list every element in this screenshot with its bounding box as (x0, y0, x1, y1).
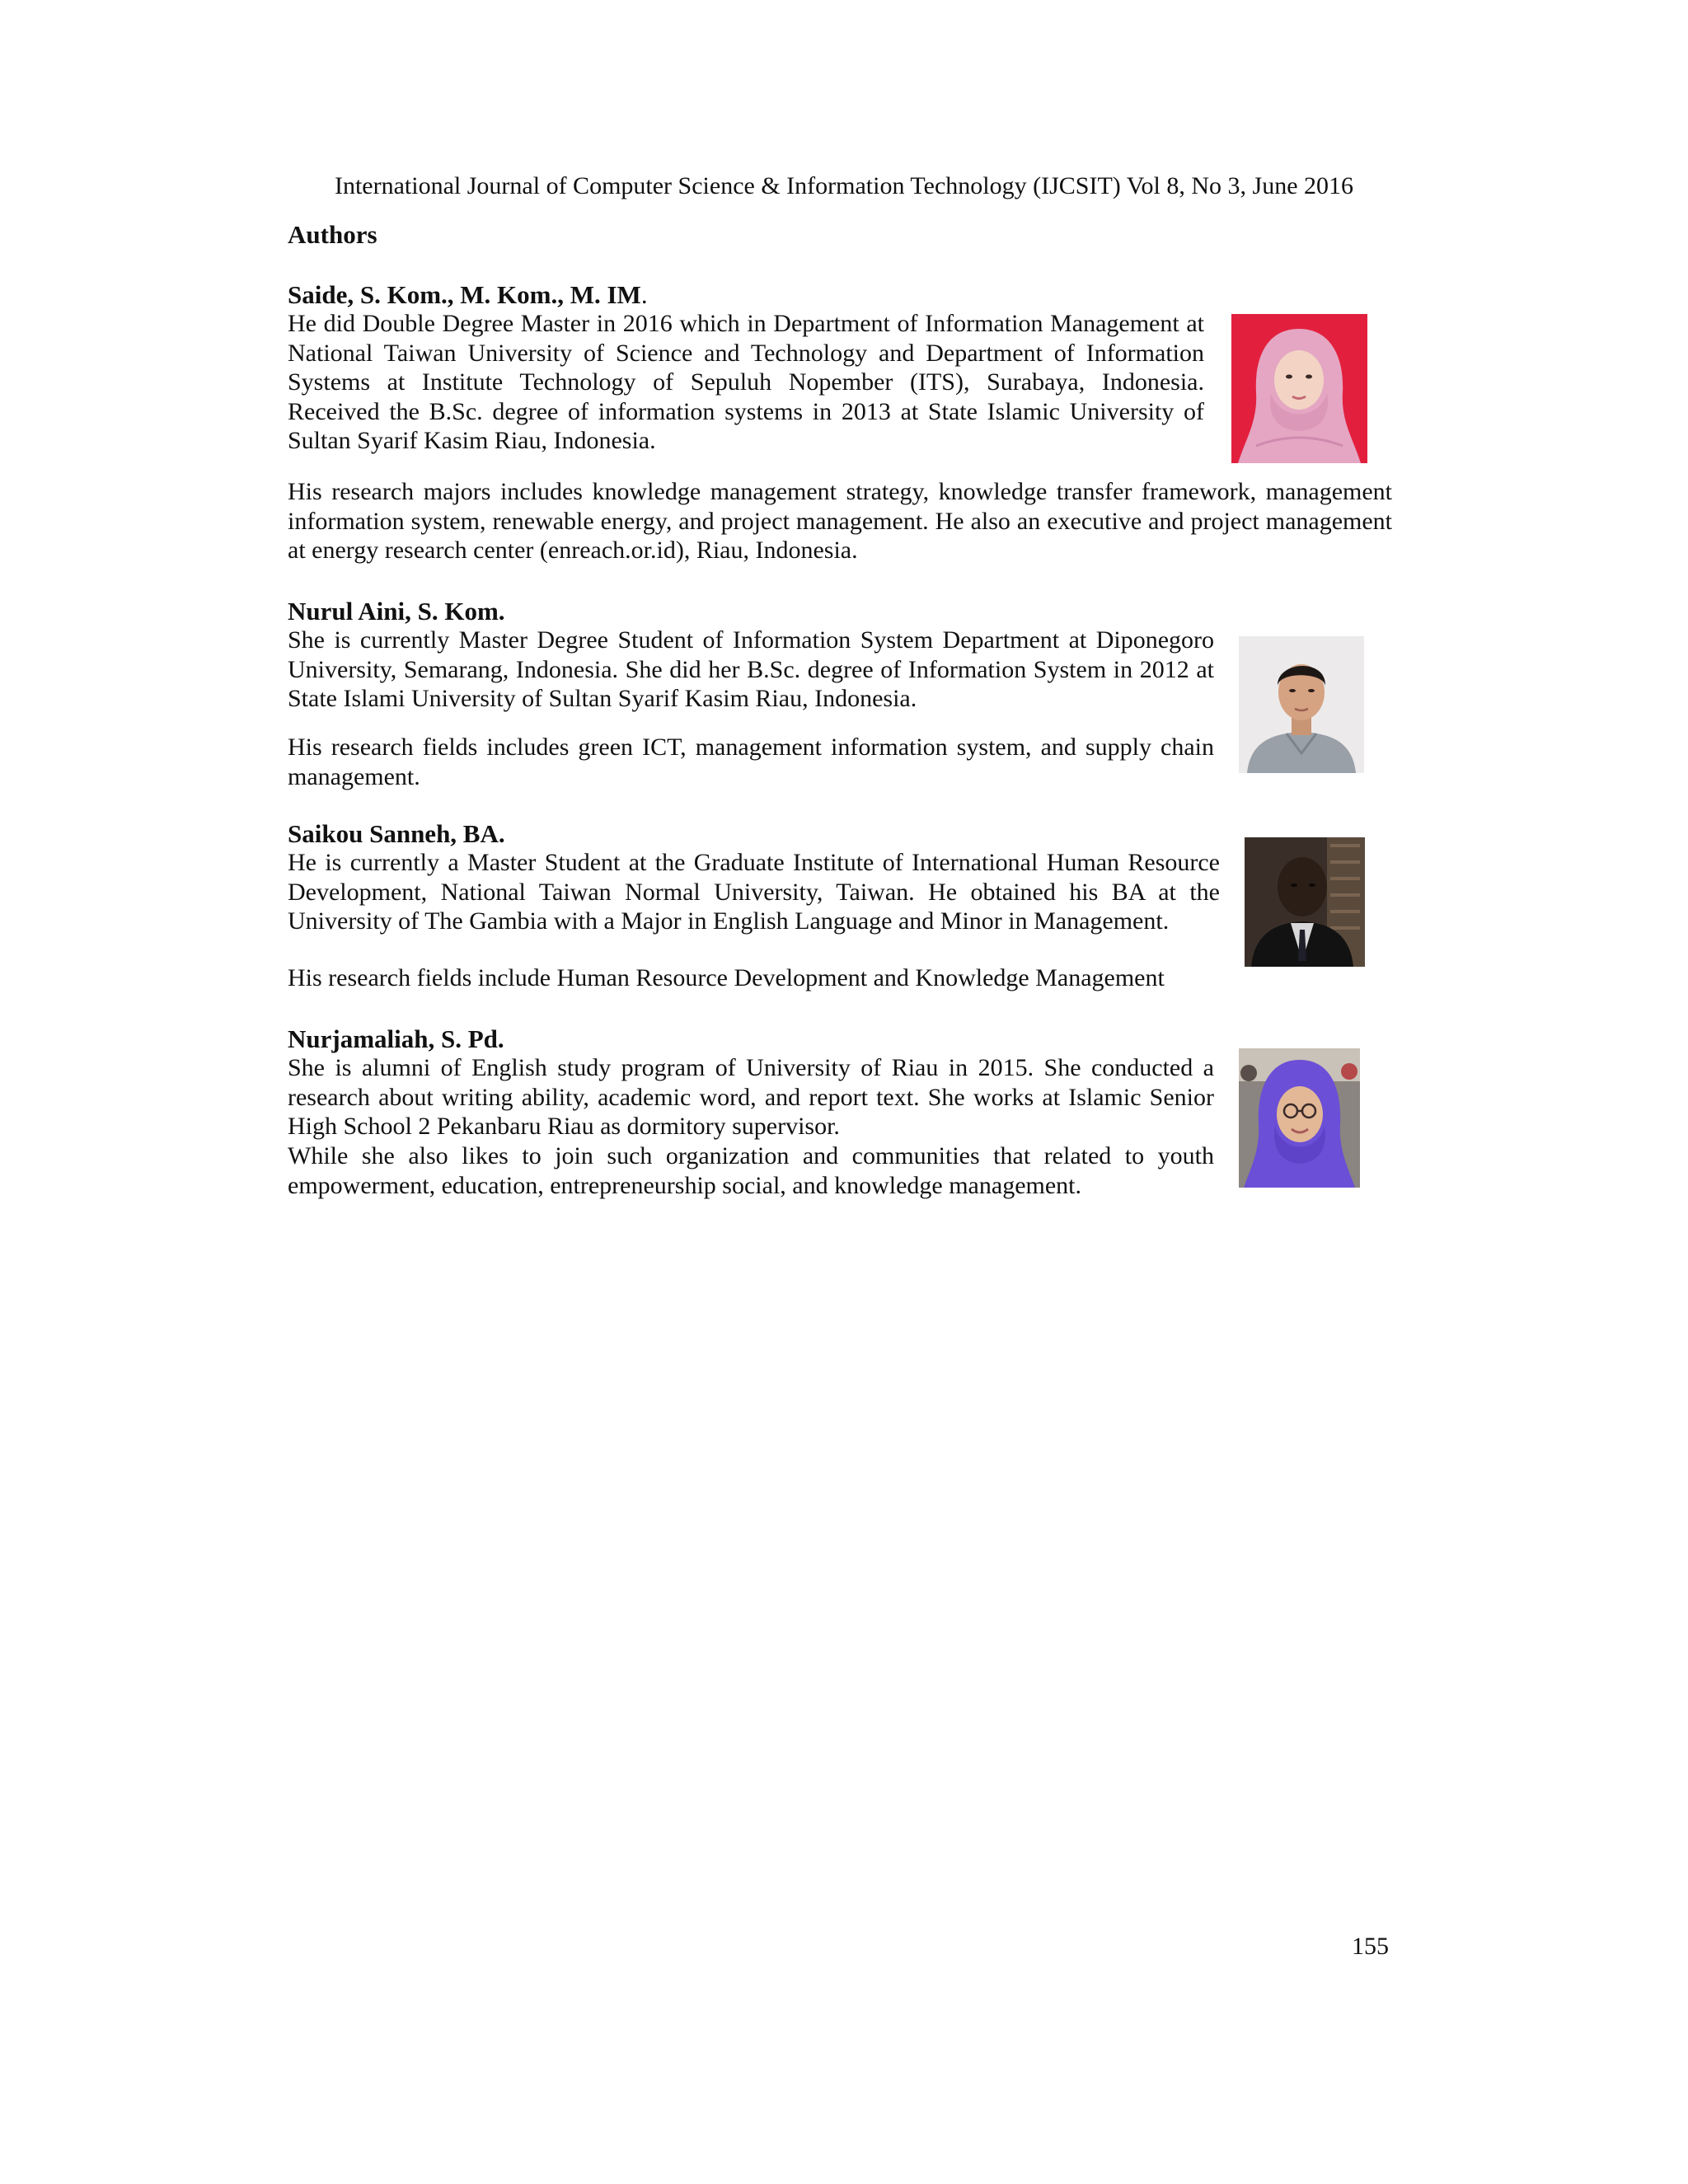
author-name-nurul-aini: Nurul Aini, S. Kom. (288, 597, 505, 626)
author-research-nurul-aini: His research fields includes green ICT, management information system, and supply chain management. (288, 733, 1214, 790)
portrait-photo-icon (1231, 314, 1367, 463)
running-header: International Journal of Computer Science & Information Technology (IJCSIT) Vol 8, No 3, June 2016 (334, 172, 1354, 199)
author-name-saikou-sanneh: Saikou Sanneh, BA. (288, 819, 505, 848)
author-research-saikou-sanneh: His research fields include Human Resource Development and Knowledge Management (288, 964, 1165, 991)
author-bio-saide: He did Double Degree Master in 2016 which in Department of Information Management at National Taiwan University of Science and Technology and Department of Information Systems at Institute Technology of Sepuluh Nopember (ITS), Surabaya, Indonesia. Received the B.Sc. degree of information systems in 2013 at State Islamic University of Sultan Syarif Kasim Riau, Indonesia. (288, 310, 1204, 454)
author-bio-nurul-aini: She is currently Master Degree Student of Information System Department at Diponegoro University, Semarang, Indonesia. She did her B.Sc. degree of Information System in 2012 at State Islami University of Sultan Syarif Kasim Riau, Indonesia. (288, 626, 1214, 712)
section-title: Authors (288, 220, 377, 249)
author-research-saide: His research majors includes knowledge management strategy, knowledge transfer framework, management information system, renewable energy, and project management. He also an executive and project management at energy research center (enreach.or.id), Riau, Indonesia. (288, 478, 1392, 564)
author-bio-continued-nurjamaliah: While she also likes to join such organization and communities that related to youth empowerment, education, entrepreneurship social, and knowledge management. (288, 1142, 1214, 1199)
author-name-saide: Saide, S. Kom., M. Kom., M. IM. (288, 280, 648, 309)
author-photo-saikou-sanneh (1245, 837, 1365, 967)
author-bio-nurjamaliah: She is alumni of English study program of University of Riau in 2015. She conducted a research about writing ability, academic word, and report text. She works at Islamic Senior High School 2 Pekanbaru Riau as dormitory supervisor. (288, 1054, 1214, 1140)
page-number: 155 (1352, 1933, 1389, 1960)
portrait-photo-icon (1239, 636, 1364, 773)
author-photo-nurul-aini (1239, 636, 1364, 773)
author-name-nurjamaliah: Nurjamaliah, S. Pd. (288, 1024, 504, 1053)
portrait-photo-icon (1245, 837, 1365, 967)
portrait-photo-icon (1239, 1048, 1360, 1188)
author-photo-nurjamaliah (1239, 1048, 1360, 1188)
author-photo-saide (1231, 314, 1367, 463)
author-bio-saikou-sanneh: He is currently a Master Student at the Graduate Institute of International Human Resource Development, National Taiwan Normal University, Taiwan. He obtained his BA at the University of The Gambia with a Major in English Language and Minor in Management. (288, 849, 1220, 935)
